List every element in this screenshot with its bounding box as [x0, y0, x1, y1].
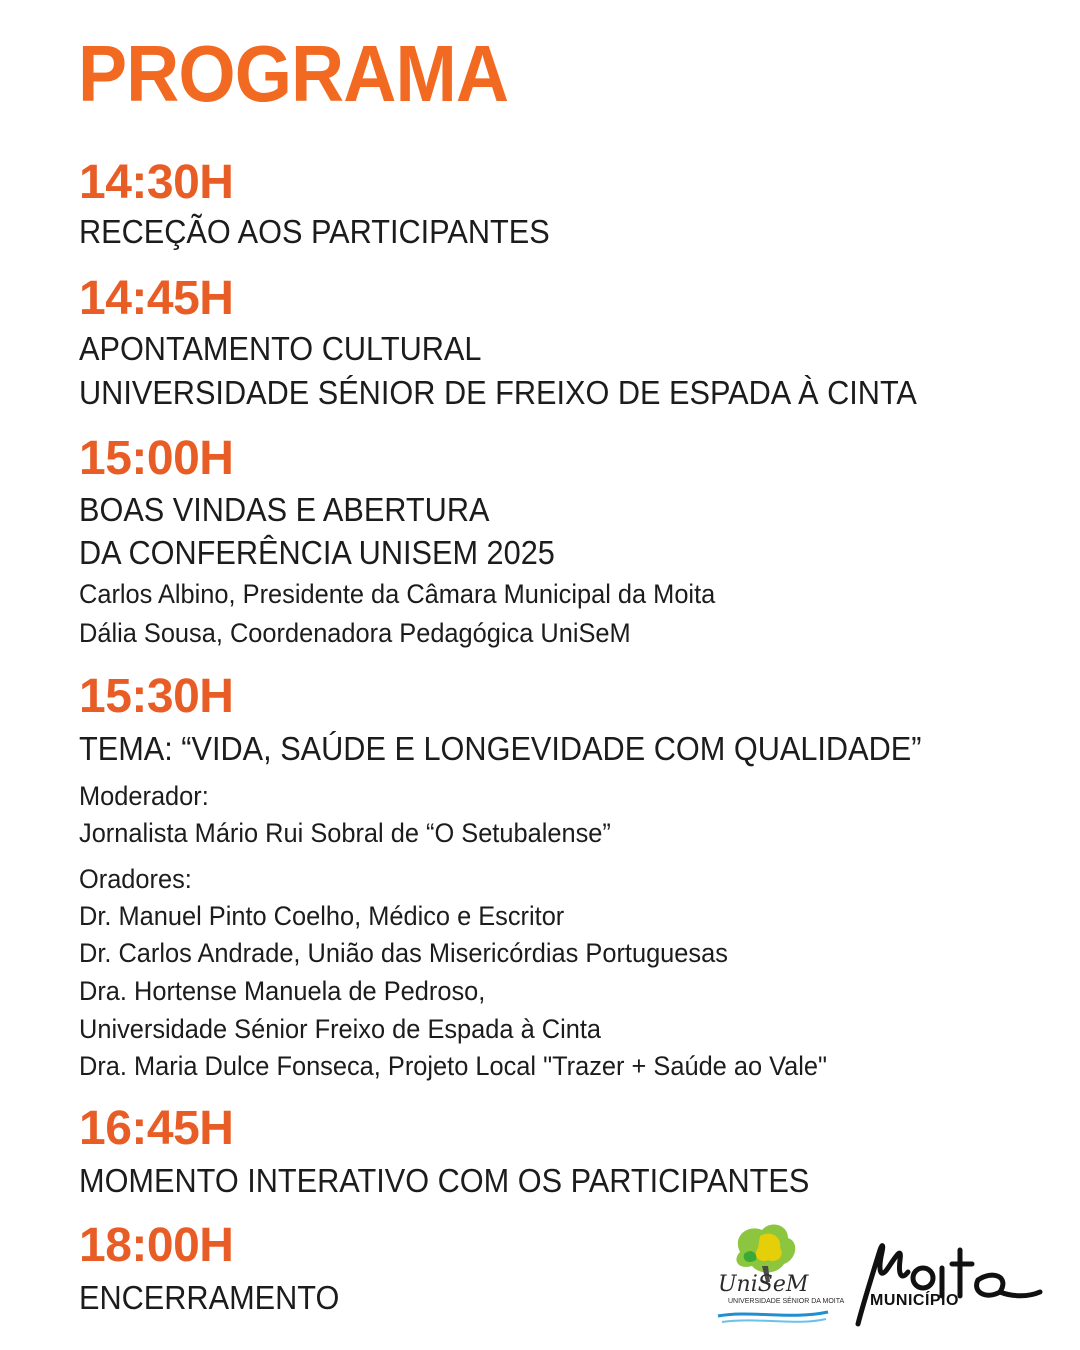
session-time: 18:00H — [79, 1219, 234, 1272]
unisem-name: UniSeM — [718, 1272, 809, 1297]
session-heading: APONTAMENTO CULTURAL — [79, 330, 482, 367]
session-time: 16:45H — [79, 1102, 234, 1155]
speaker-item: Universidade Sénior Freixo de Espada à Cinta — [79, 1014, 601, 1044]
session-heading: UNIVERSIDADE SÉNIOR DE FREIXO DE ESPADA À CINTA — [79, 374, 917, 411]
page-title: PROGRAMA — [78, 29, 509, 118]
speaker-item: Dra. Hortense Manuela de Pedroso, — [79, 976, 486, 1006]
session-heading: RECEÇÃO AOS PARTICIPANTES — [79, 213, 550, 250]
session-time: 14:30H — [79, 156, 234, 209]
moderator-label: Moderador: — [79, 781, 209, 811]
session-time: 14:45H — [79, 272, 234, 325]
speaker-item: Dr. Manuel Pinto Coelho, Médico e Escritor — [79, 901, 565, 931]
session-heading: TEMA: “VIDA, SAÚDE E LONGEVIDADE COM QUALIDADE” — [79, 730, 922, 767]
session-heading: MOMENTO INTERATIVO COM OS PARTICIPANTES — [79, 1162, 810, 1199]
session-detail: Carlos Albino, Presidente da Câmara Municipal da Moita — [79, 579, 716, 609]
session-time: 15:30H — [79, 670, 234, 723]
unisem-subtitle: UNIVERSIDADE SÉNIOR DA MOITA — [728, 1298, 845, 1305]
session-heading: DA CONFERÊNCIA UNISEM 2025 — [79, 534, 555, 571]
speaker-item: Dra. Maria Dulce Fonseca, Projeto Local "Trazer + Saúde ao Vale" — [79, 1051, 828, 1081]
speaker-item: Dr. Carlos Andrade, União das Misericórdias Portuguesas — [79, 938, 728, 968]
moita-subtitle: MUNICÍPIO — [870, 1292, 959, 1309]
session-heading: BOAS VINDAS E ABERTURA — [79, 491, 490, 528]
session-heading: ENCERRAMENTO — [79, 1279, 340, 1316]
session-detail: Dália Sousa, Coordenadora Pedagógica UniSeM — [79, 618, 631, 648]
partner-logos — [710, 1220, 1050, 1330]
session-time: 15:00H — [79, 432, 234, 485]
moderator-name: Jornalista Mário Rui Sobral de “O Setubalense” — [79, 818, 611, 848]
speakers-label: Oradores: — [79, 864, 192, 894]
